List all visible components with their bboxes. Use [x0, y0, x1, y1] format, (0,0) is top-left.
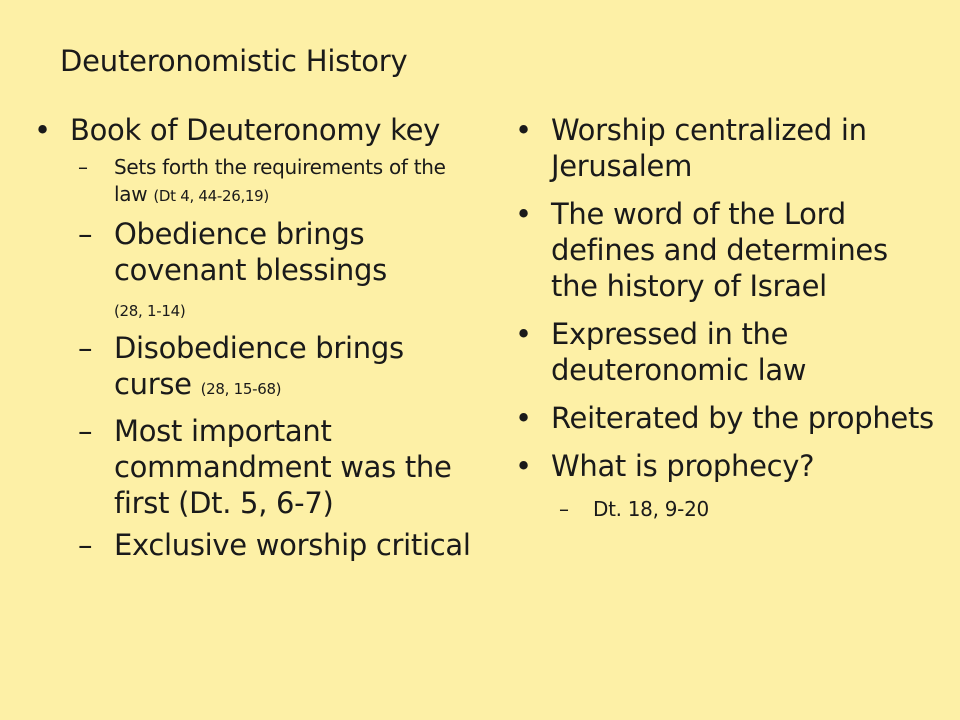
bullet-text: Reiterated by the prophets — [551, 401, 934, 435]
left-column — [34, 112, 484, 569]
bullet-glyph: • — [515, 317, 532, 351]
bullet-item — [515, 196, 935, 304]
right-column — [515, 112, 935, 529]
bullet-glyph: • — [515, 401, 532, 435]
bullet-text: Book of Deuteronomy key — [70, 113, 440, 147]
dash-glyph: – — [78, 217, 93, 251]
bullet-item — [34, 112, 484, 148]
citation: (28, 1-14) — [114, 302, 186, 320]
bullet-item — [515, 400, 935, 436]
bullet-item — [515, 448, 935, 484]
citation: (Dt 4, 44-26,19) — [153, 187, 269, 205]
sub-bullet-item — [34, 330, 484, 407]
citation: (28, 15-68) — [200, 380, 282, 398]
bullet-item — [515, 316, 935, 388]
sub-bullet-text: Obedience brings covenant blessings — [114, 217, 387, 287]
bullet-glyph: • — [515, 449, 532, 483]
sub-bullet-item — [34, 413, 484, 521]
slide-title: Deuteronomistic History — [60, 44, 408, 78]
sub-bullet-text: Dt. 18, 9-20 — [593, 497, 709, 521]
sub-bullet-item — [34, 154, 484, 210]
sub-bullet-text: Most important commandment was the first (Dt. 5, 6-7) — [114, 414, 452, 520]
bullet-item — [515, 112, 935, 184]
bullet-text: The word of the Lord defines and determines the history of Israel — [551, 197, 888, 303]
bullet-text: Expressed in the deuteronomic law — [551, 317, 807, 387]
sub-bullet-text: Sets forth the requirements of the law — [114, 155, 446, 206]
dash-glyph: – — [78, 414, 93, 448]
bullet-text: What is prophecy? — [551, 449, 815, 483]
sub-bullet-text: Exclusive worship critical — [114, 528, 471, 562]
bullet-text: Worship centralized in Jerusalem — [551, 113, 867, 183]
bullet-glyph: • — [515, 197, 532, 231]
sub-bullet-item — [515, 496, 935, 523]
dash-glyph: – — [78, 331, 93, 365]
bullet-glyph: • — [515, 113, 532, 147]
sub-bullet-item — [34, 527, 484, 563]
sub-bullet-item — [34, 216, 484, 324]
bullet-glyph: • — [34, 113, 51, 147]
dash-glyph: – — [78, 155, 88, 179]
dash-glyph: – — [559, 497, 569, 521]
dash-glyph: – — [78, 528, 93, 562]
sub-bullet-text: Disobedience brings curse — [114, 331, 404, 401]
